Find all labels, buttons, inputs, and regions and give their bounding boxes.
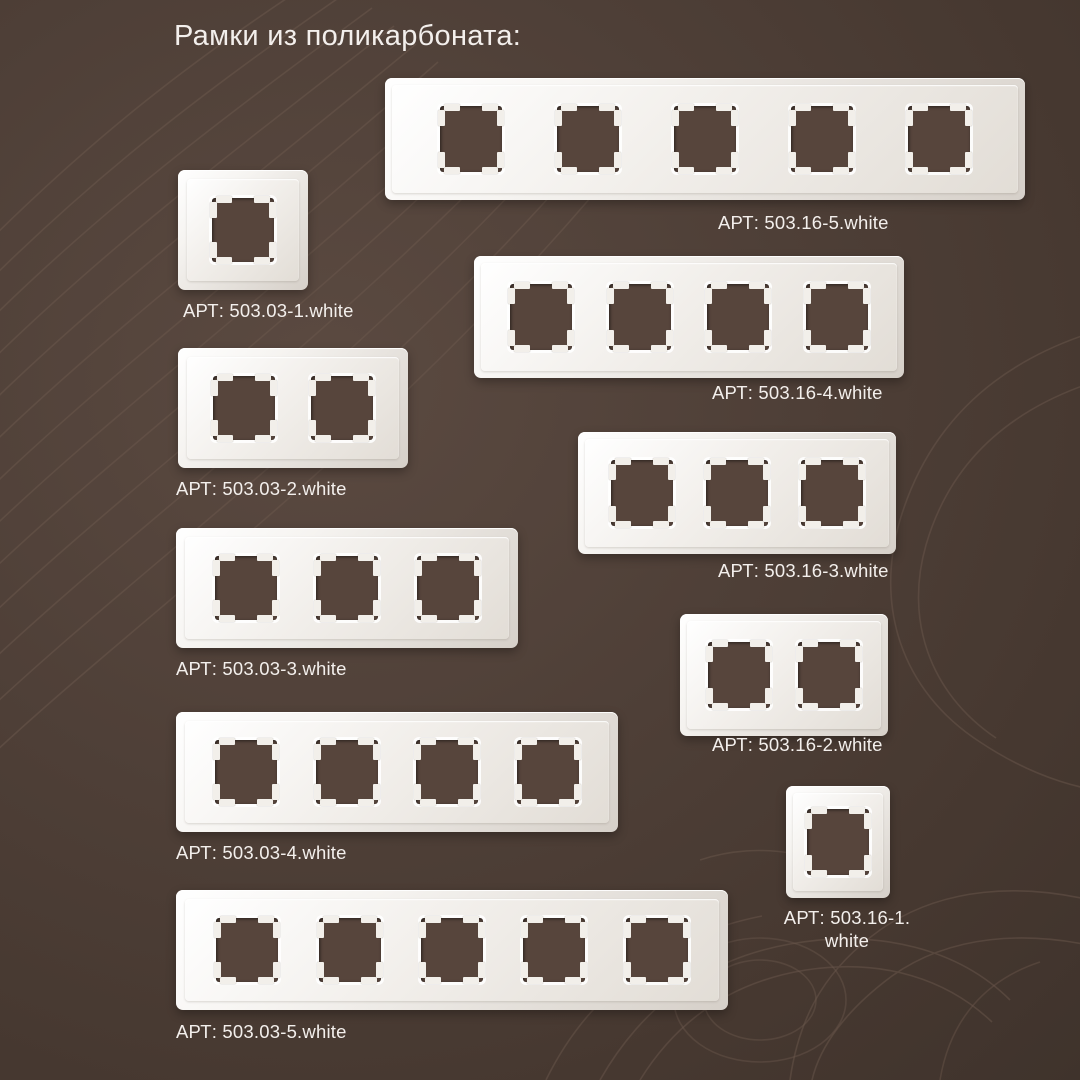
product-caption-503-03-3: АРТ: 503.03-3.white <box>176 658 347 679</box>
frame-body <box>176 890 728 1010</box>
product-caption-503-16-5: АРТ: 503.16-5.white <box>718 212 889 233</box>
frame-window <box>316 556 378 620</box>
frame-body <box>578 432 896 554</box>
frame-body <box>474 256 904 378</box>
page-title: Рамки из поликарбоната: <box>174 20 522 52</box>
frame-window <box>674 106 736 172</box>
product-caption-503-16-1 <box>772 906 922 952</box>
frame-window <box>611 460 673 526</box>
frame-window <box>706 460 768 526</box>
frame-body <box>786 786 890 898</box>
product-frame-503-03-5[interactable] <box>176 890 728 1010</box>
frame-body <box>176 712 618 832</box>
frame-window <box>319 918 381 982</box>
frame-window <box>311 376 373 440</box>
frame-window <box>416 740 478 804</box>
frame-window <box>557 106 619 172</box>
frame-window <box>791 106 853 172</box>
product-frame-503-03-3[interactable] <box>176 528 518 648</box>
product-frame-503-16-2[interactable] <box>680 614 888 736</box>
product-frame-503-03-4[interactable] <box>176 712 618 832</box>
frame-body <box>178 170 308 290</box>
frame-window <box>216 918 278 982</box>
frame-window <box>213 376 275 440</box>
frame-window <box>801 460 863 526</box>
frame-body <box>178 348 408 468</box>
frame-window <box>421 918 483 982</box>
product-caption-503-16-4: АРТ: 503.16-4.white <box>712 382 883 403</box>
product-caption-503-03-4: АРТ: 503.03-4.white <box>176 842 347 863</box>
caption-line-1: АРТ: 503.16-1. <box>783 907 911 928</box>
product-caption-503-03-2: АРТ: 503.03-2.white <box>176 478 347 499</box>
frame-window <box>215 740 277 804</box>
product-frame-503-16-4[interactable] <box>474 256 904 378</box>
frame-window <box>212 198 274 262</box>
frame-window <box>215 556 277 620</box>
frame-window <box>908 106 970 172</box>
product-frame-503-16-5[interactable] <box>385 78 1025 200</box>
frame-window <box>417 556 479 620</box>
frame-window <box>316 740 378 804</box>
product-caption-503-03-1: АРТ: 503.03-1.white <box>183 300 354 321</box>
frame-body <box>176 528 518 648</box>
product-frame-503-03-1[interactable] <box>178 170 308 290</box>
frame-window <box>510 284 572 350</box>
frame-window <box>798 642 860 708</box>
product-frame-503-03-2[interactable] <box>178 348 408 468</box>
frame-window <box>807 809 869 875</box>
frame-window <box>707 284 769 350</box>
frame-window <box>517 740 579 804</box>
frame-window <box>626 918 688 982</box>
product-frame-503-16-1[interactable] <box>786 786 890 898</box>
frame-window <box>708 642 770 708</box>
frame-window <box>609 284 671 350</box>
frame-window <box>440 106 502 172</box>
product-caption-503-16-2: АРТ: 503.16-2.white <box>712 734 883 755</box>
product-frame-503-16-3[interactable] <box>578 432 896 554</box>
frame-body <box>385 78 1025 200</box>
caption-line-2: white <box>824 930 870 952</box>
frame-window <box>806 284 868 350</box>
frame-window <box>523 918 585 982</box>
product-caption-503-03-5: АРТ: 503.03-5.white <box>176 1021 347 1042</box>
frame-body <box>680 614 888 736</box>
product-caption-503-16-3: АРТ: 503.16-3.white <box>718 560 889 581</box>
